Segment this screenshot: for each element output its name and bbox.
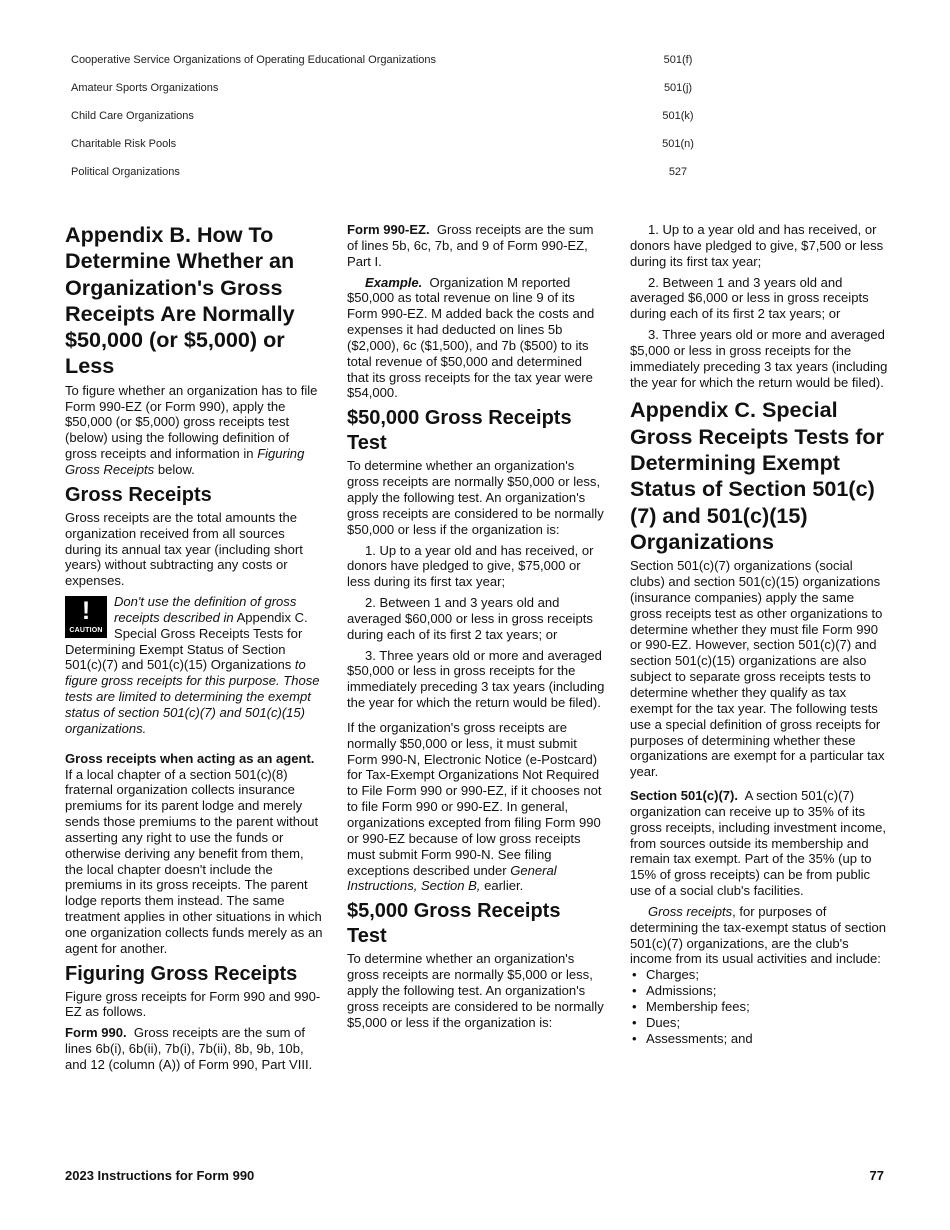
exempt-org-table [66,46,886,186]
test-50000-item: 1. Up to a year old and has received, or donors have pledged to give, $75,000 or less during its first tax year; [347,542,594,590]
test-5000-item: 2. Between 1 and 3 years old and averaged $6,000 or less in gross receipts during each of its first 2 tax years; or [630,274,869,322]
test-5000-intro: To determine whether an organization's gross receipts are normally $5,000 or less, apply the following test. An organization's gross receipts are considered to be normally $5,000 or less if the organization is: [347,951,604,1030]
gross-receipts-501c7-paragraph: Gross receipts, for purposes of determining the tax-exempt status of section 501(c)(7) organizations, are the club's income from its usual activities and include: [630,903,886,967]
section-code: 501(f) [663,54,693,66]
table-row [66,130,886,158]
appendix-b-heading: Appendix B. How To Determine Whether an Organization's Gross Receipts Are Normally $50,000 (or $5,000) or Less [65,222,295,379]
form-990-ez-paragraph: Form 990-EZ. Gross receipts are the sum of lines 5b, 6c, 7b, and 9 of Form 990-EZ, Part I. [347,222,594,269]
appendix-c-heading: Appendix C. Special Gross Receipts Tests for Determining Exempt Status of Section 501(c)(7) and 501(c)(15) Organizations [630,397,885,554]
form-990-n-paragraph: If the organization's gross receipts are normally $50,000 or less, it must submit Form 990-N, Electronic Notice (e-Postcard) for Tax-Exempt Organizations Not Required to File Form 990 or 990-EZ, if it chooses not to file Form 990 or 990-EZ. In general, organizations excepted from filing Form 990 or 990-EZ because of low gross receipts must submit Form 990-N. See filing exceptions described under General Instructions, Section B, earlier. [347,719,602,894]
list-item: • Assessments; and [630,1031,888,1047]
list-item: • Admissions; [630,983,888,999]
org-type: Political Organizations [71,166,180,178]
page-number: 77 [869,1168,884,1183]
example-paragraph: Example. Organization M reported $50,000 as total revenue on line 9 of its Form 990-EZ. M added back the costs and expenses it had deducted on lines 5b ($2,000), 6c ($1,500), and 7b ($500) to its total revenue of $50,000 and determined that its gross receipts for the tax year were $54,000. [347,274,595,401]
section-code: 501(k) [662,110,694,122]
column-right [630,222,888,1047]
list-item: • Membership fees; [630,999,888,1015]
test-50000-heading: $50,000 Gross Receipts Test [347,407,572,455]
org-type: Charitable Risk Pools [71,138,177,150]
footer-title: 2023 Instructions for Form 990 [65,1168,255,1183]
test-50000-item: 2. Between 1 and 3 years old and averaged $60,000 or less in gross receipts during each of its first 2 tax years; or [347,595,593,642]
test-5000-item: 3. Three years old or more and averaged $5,000 or less in gross receipts for the immediately preceding 3 tax years (including the year for which the return would be filed). [630,327,888,390]
appendix-c-intro: Section 501(c)(7) organizations (social clubs) and section 501(c)(15) organizations (insurance companies) apply the same gross receipts test as other organizations to determine whether they must file Form 990 or 990-EZ. However, section 501(c)(7) and section 501(c)(15) organizations are also subject to separate gross receipts tests to determine whether they qualify as tax exempt for the tax year. The following tests use a special definition of gross receipts for purposes of determining whether these organizations are exempt for a particular tax year. [630,558,885,780]
table-row [66,74,886,102]
test-5000-item: 1. Up to a year old and has received, or donors have pledged to give, $7,500 or less during its first tax year; [630,222,884,269]
caution-icon: ! CAUTION [65,596,107,638]
column-left [65,222,323,1078]
figuring-intro: Figure gross receipts for Form 990 and 990-EZ as follows. [65,988,321,1020]
test-5000-heading: $5,000 Gross Receipts Test [347,900,561,948]
included-income-list [630,967,888,1046]
org-type: Amateur Sports Organizations [71,82,219,94]
section-code: 501(j) [663,82,693,94]
list-item: • Dues; [630,1015,888,1031]
section-code: 527 [668,166,688,178]
list-item: • Charges; [630,967,888,983]
table-row [66,158,886,186]
org-type: Cooperative Service Organizations of Operating Educational Organizations [71,54,437,66]
test-50000-item: 3. Three years old or more and averaged $50,000 or less in gross receipts for the immediately preceding 3 tax years (including the year for which the return would be filed). [347,647,605,711]
section-501c7-paragraph: Section 501(c)(7). A section 501(c)(7) organization can receive up to 35% of its gross receipts, including investment income, from sources outside its membership and remain tax exempt. Part of the 35% (up to 15% of gross receipts) can be from public use of a social club's facilities. [630,788,886,899]
table-row [66,102,886,130]
gross-receipts-definition: Gross receipts are the total amounts the organization received from all sources during its annual tax year (including short years) without subtracting any costs or expenses. [65,509,303,589]
agent-paragraph: Gross receipts when acting as an agent. If a local chapter of a section 501(c)(8) fraternal organization collects insurance premiums for its parent lodge and merely sends those premiums to the parent without asserting any right to use the funds or otherwise deriving any benefit from them, the local chapter doesn't include the premiums in its gross receipts. The parent lodge reports them instead. The same treatment applies in other situations in which one organization collects funds merely as an agent for another. [65,750,323,956]
section-code: 501(n) [662,138,694,150]
test-50000-intro: To determine whether an organization's gross receipts are normally $50,000 or less, apply the following test. An organization's gross receipts are considered to be normally $50,000 or less if the organization is: [347,458,604,537]
caution-note: ! CAUTION Don't use the definition of gross receipts described in Appendix C. Special Gross Receipts Tests for Determining Exempt Status of Section 501(c)(7) and 501(c)(15) Organizations to figure gross receipts for this purpose. Those tests are limited to determining the exempt status of section 501(c)(7) and 501(c)(15) organizations. [65,594,320,736]
appendix-b-intro: To figure whether an organization has to file Form 990-EZ (or Form 990), apply the $50,000 (or $5,000) gross receipts test (below) using the following definition of gross receipts and information in Figuring Gross Receipts below. [65,382,318,477]
form-990-paragraph: Form 990. Gross receipts are the sum of lines 6b(i), 6b(ii), 7b(i), 7b(ii), 8b, 9b, 10b, and 12 (column (A)) of Form 990, Part VIII. [65,1025,313,1072]
gross-receipts-heading: Gross Receipts [65,483,212,506]
column-middle [347,222,605,1035]
figuring-gross-receipts-heading: Figuring Gross Receipts [65,962,298,985]
table-row [66,46,886,74]
org-type: Child Care Organizations [71,110,194,122]
